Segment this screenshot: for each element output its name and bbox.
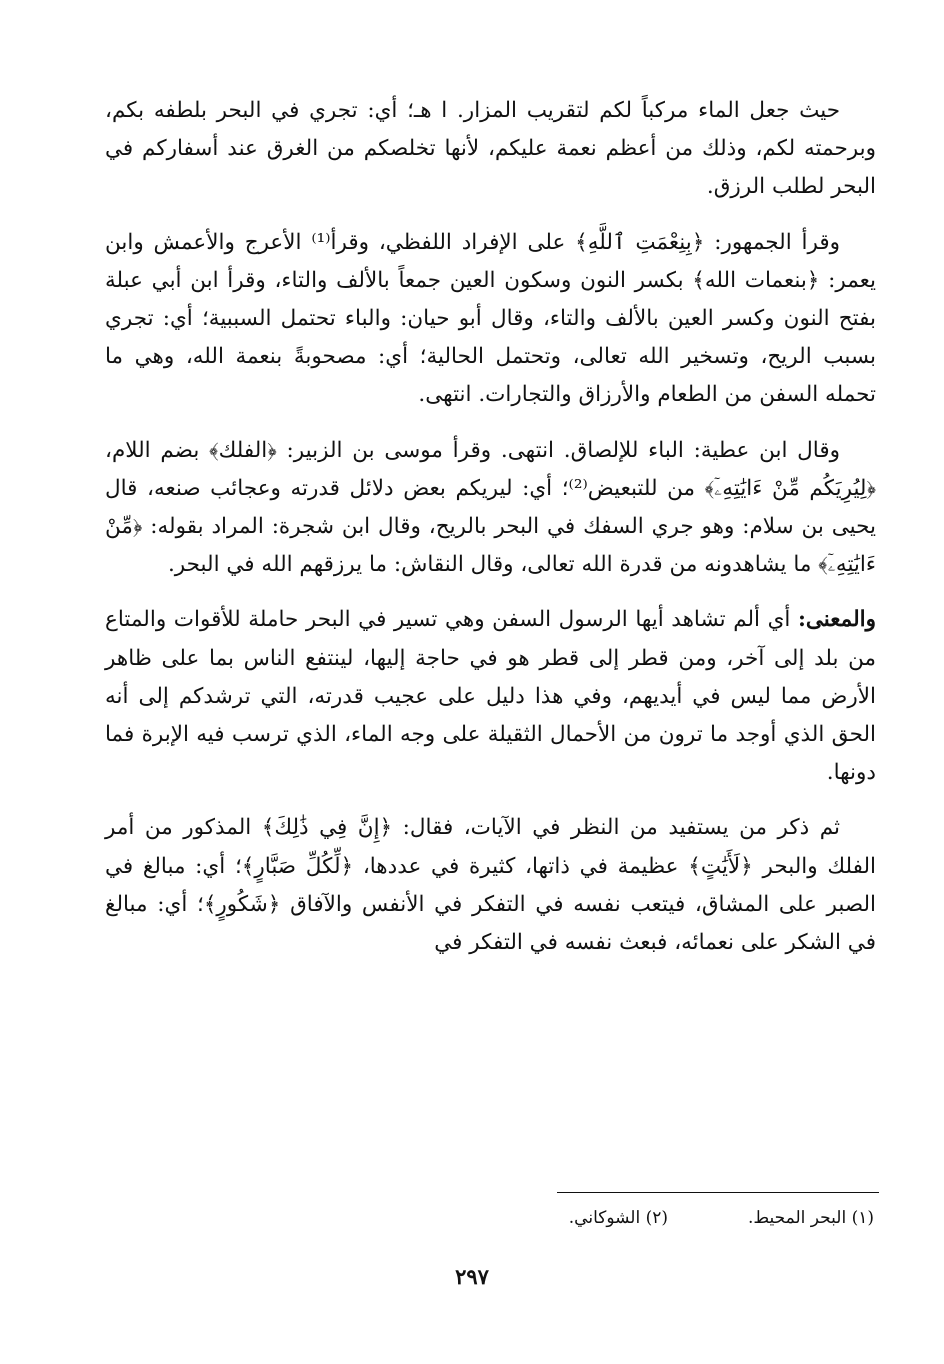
paragraph-3 — [105, 432, 876, 585]
line: قدرته، التي ترشدكم إلى أنه الحق الذي أوجد ما ترون من الأحمال الثقيلة على — [105, 683, 876, 748]
line: النقاش: ما يرزقهم الله في البحر. — [167, 552, 464, 578]
page-number: ٢٩٧ — [455, 1264, 489, 1289]
main-text — [105, 92, 876, 962]
footnote-2: (٢) الشوكاني. — [568, 1208, 669, 1228]
line: والتاء، وقرأ ابن أبي عبلة بفتح النون وكسر العين بالألف والتاء، وقال أبو — [105, 267, 876, 332]
line: والأرزاق والتجارات. انتهى. — [418, 382, 651, 408]
line: للأقوات والمتاع من بلد إلى آخر، ومن قطر إلى قطر هو في حاجة إليها، لينتفع — [105, 607, 876, 671]
line: أي ألم تشاهد أيها الرسول السفن وهي تسير في البحر حاملة — [248, 607, 798, 633]
line: بكم، وبرحمته لكم، وذلك من أعظم نعمة عليكم، لأنها تخلصكم من الغرق عند — [105, 98, 876, 162]
line: وقرأ الجمهور: ﴿بِنِعْمَتِ ٱللَّهِ﴾ على الإفراد اللفظي، وقرأ⁽¹⁾ الأعرج — [244, 229, 841, 255]
line: الناس بما على ظاهر الأرض مما ليس في أيديهم، وفي هذا دليل على عجيب — [105, 645, 876, 709]
paragraph-1 — [105, 92, 876, 207]
line: حيث جعل الماء مركباً لكم لتقريب المزار. ا هـ؛ أي: تجري في البحر بلطفه — [153, 98, 840, 123]
line: وعجائب صنعه، قال يحيى بن سلام: وهو جري السفك في البحر بالريح، وقال — [105, 475, 876, 540]
footnote-divider — [557, 1192, 879, 1193]
line: وقال ابن عطية: الباء للإلصاق. انتهى. وقرأ موسى بن الزبير: ﴿الفلك﴾ — [209, 437, 841, 463]
footnote-1: (١) البحر المحيط. — [748, 1208, 874, 1228]
line: من أمر الفلك والبحر ﴿لَأَيَٰتٍ﴾ عظيمة في ذاتها، كثيرة في عددها، ﴿لِّكُلِّ — [105, 815, 876, 879]
line: ثم ذكر من يستفيد من النظر في الآيات، فقال: ﴿إِنَّ فِي ذَٰلِكَ﴾ المذكور — [183, 815, 840, 841]
line: بضم اللام، ﴿لِيُرِيَكُم مِّنْ ءَايَٰتِهِۦٓ﴾ من للتبعيض⁽²⁾؛ أي: ليريكم بعض دلائل قدرته — [105, 437, 877, 501]
line: ابن شجرة: المراد بقوله: ﴿مِّنْ ءَايَٰتِهِۦٓ﴾ ما يشاهدونه من قدرة الله تعالى، وقال — [105, 514, 876, 578]
line: وتحتمل الحالية؛ أي: مصحوبةً بنعمة الله، وهي ما تحمله السفن من الطعام — [105, 344, 876, 408]
line: والآفاق ﴿شَكُورٍ﴾؛ أي: مبالغ في الشكر على نعمائه، فبعث نفسه في التفكر في — [105, 891, 876, 956]
line: والأعمش وابن يعمر: ﴿بنعمات الله﴾ بكسر النون وسكون العين جمعاً بالألف — [105, 229, 876, 293]
lead-term: والمعنى: — [797, 607, 876, 633]
paragraph-2 — [105, 224, 876, 415]
line: صَبَّارٍ﴾؛ أي: مبالغ في الصبر على المشاق، فيتعب نفسه في التفكر في الأنفس — [105, 853, 876, 917]
line: حيان: والباء تحتمل السببية؛ أي: تجري بسبب الريح، وتسخير الله تعالى، — [105, 306, 876, 370]
paragraph-4 — [105, 601, 876, 792]
paragraph-5 — [105, 809, 876, 962]
line: وجه الماء، الذي ترسب فيه الإبرة فما دونها. — [105, 722, 876, 786]
footnotes — [569, 1206, 874, 1230]
line: أسفاركم في البحر لطلب الرزق. — [105, 136, 876, 200]
